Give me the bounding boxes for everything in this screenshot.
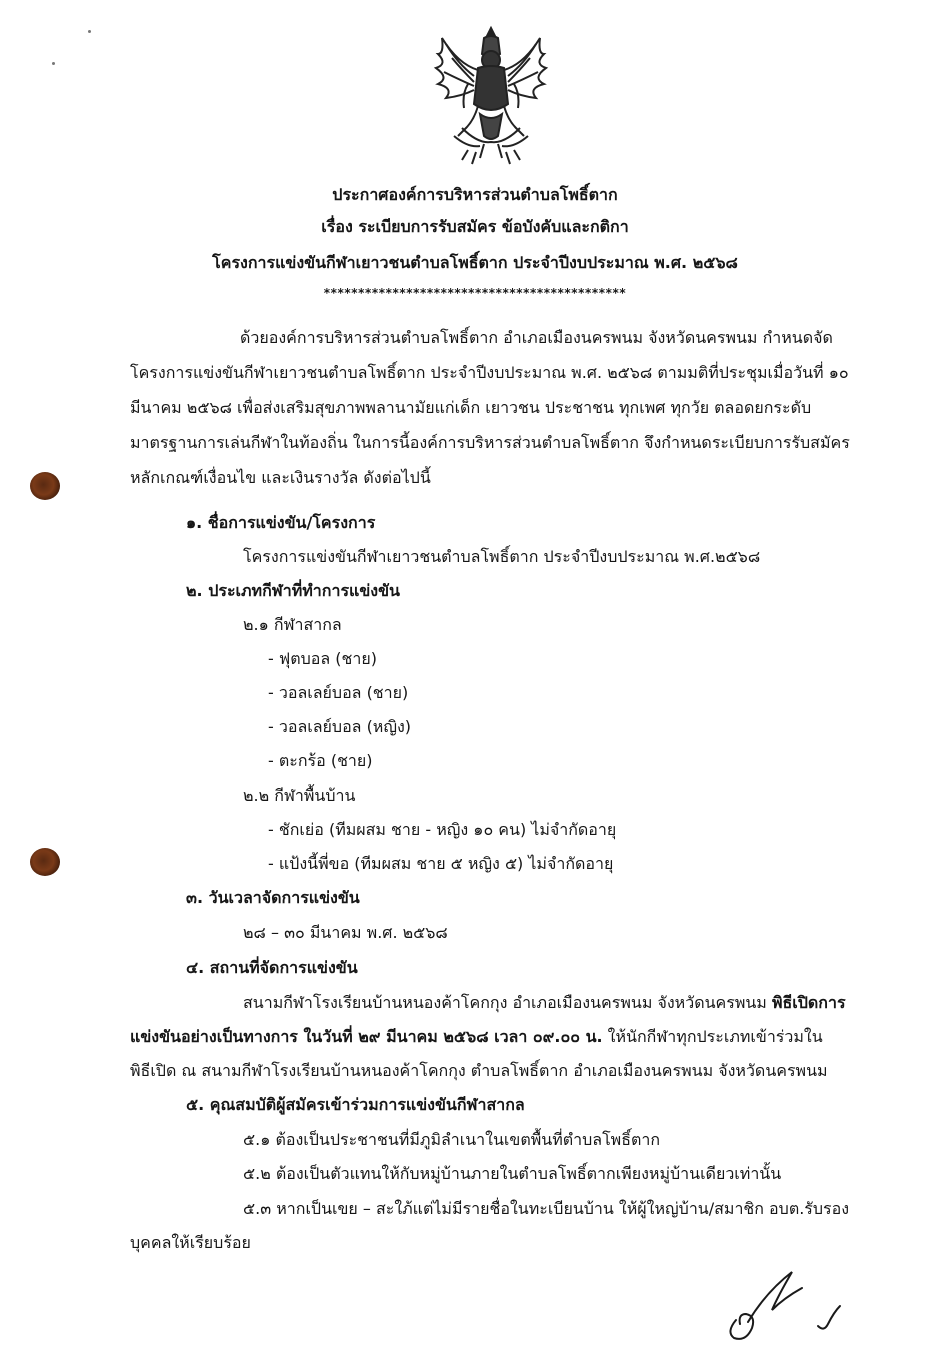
section-4-line-2 <box>130 1026 823 1048</box>
section-4-line-1 <box>243 992 846 1014</box>
opening-date-text: แข่งขันอย่างเป็นทางการ ในวันที่ ๒๙ มีนาคม ๒๕๖๘ เวลา ๐๙.๐๐ น. <box>130 1027 603 1046</box>
sport-item: - ฟุตบอล (ชาย) <box>268 649 377 668</box>
venue-text: สนามกีฬาโรงเรียนบ้านหนองค้าโคกกุง อำเภอเมืองนครพนม จังหวัดนครพนม <box>243 993 772 1012</box>
scan-speck <box>52 62 55 65</box>
sport-item: - วอลเลย์บอล (ชาย) <box>268 683 409 702</box>
intro-line-1: ด้วยองค์การบริหารส่วนตำบลโพธิ์ตาก อำเภอเมืองนครพนม จังหวัดนครพนม กำหนดจัด <box>240 328 833 347</box>
section-5-heading: ๕. คุณสมบัติผู้สมัครเข้าร่วมการแข่งขันกีฬาสากล <box>186 1095 525 1114</box>
garuda-emblem-icon <box>428 24 554 168</box>
header-separator: ******************************************** <box>323 286 627 300</box>
section-2-1-heading: ๒.๑ กีฬาสากล <box>243 615 342 634</box>
intro-line-5: หลักเกณฑ์เงื่อนไข และเงินรางวัล ดังต่อไปนี้ <box>130 468 431 487</box>
announcement-title: ประกาศองค์การบริหารส่วนตำบลโพธิ์ตาก <box>332 185 618 204</box>
intro-line-3: มีนาคม ๒๕๖๘ เพื่อส่งเสริมสุขภาพพลานามัยแก่เด็ก เยาวชน ประชาชน ทุกเพศ ทุกวัย ตลอดยกระดับ <box>130 398 812 417</box>
binder-hole-bottom <box>30 848 60 876</box>
folk-sport-item: - แป้งนี้พี่ขอ (ทีมผสม ชาย ๕ หญิง ๕) ไม่จำกัดอายุ <box>268 854 614 873</box>
binder-hole-top <box>30 472 60 500</box>
section-4-heading: ๔. สถานที่จัดการแข่งขัน <box>186 958 358 977</box>
handwritten-signature <box>718 1262 848 1342</box>
sport-item: - วอลเลย์บอล (หญิง) <box>268 717 412 736</box>
qualification-item: ๕.๓ หากเป็นเขย – สะใภ้แต่ไม่มีรายชื่อในทะเบียนบ้าน ให้ผู้ใหญ่บ้าน/สมาชิก อบต.รับรอง <box>243 1199 850 1218</box>
announcement-subject: เรื่อง ระเบียบการรับสมัคร ข้อบังคับและกติกา <box>321 217 629 236</box>
qualification-continuation: บุคคลให้เรียบร้อย <box>130 1233 251 1252</box>
section-2-2-heading: ๒.๒ กีฬาพื้นบ้าน <box>243 786 356 805</box>
section-1-heading: ๑. ชื่อการแข่งขัน/โครงการ <box>186 513 376 532</box>
announcement-project: โครงการแข่งขันกีฬาเยาวชนตำบลโพธิ์ตาก ประจำปีงบประมาณ พ.ศ. ๒๕๖๘ <box>212 253 738 272</box>
section-4-line-3: พิธีเปิด ณ สนามกีฬาโรงเรียนบ้านหนองค้าโคกกุง ตำบลโพธิ์ตาก อำเภอเมืองนครพนม จังหวัดนครพนม <box>130 1061 828 1080</box>
section-2-heading: ๒. ประเภทกีฬาที่ทำการแข่งขัน <box>186 581 400 600</box>
folk-sport-item: - ชักเย่อ (ทีมผสม ชาย - หญิง ๑๐ คน) ไม่จำกัดอายุ <box>268 820 617 839</box>
intro-line-4: มาตรฐานการเล่นกีฬาในท้องถิ่น ในการนี้องค์การบริหารส่วนตำบลโพธิ์ตาก จึงกำหนดระเบียบการรับสมัคร <box>130 433 850 452</box>
participation-text: ให้นักกีฬาทุกประเภทเข้าร่วมใน <box>602 1027 823 1046</box>
intro-line-2: โครงการแข่งขันกีฬาเยาวชนตำบลโพธิ์ตาก ประจำปีงบประมาณ พ.ศ. ๒๕๖๘ ตามมติที่ประชุมเมื่อวันที่ ๑๐ <box>130 363 849 382</box>
qualification-item: ๕.๒ ต้องเป็นตัวแทนให้กับหมู่บ้านภายในตำบลโพธิ์ตากเพียงหมู่บ้านเดียวเท่านั้น <box>243 1164 782 1183</box>
section-1-text: โครงการแข่งขันกีฬาเยาวชนตำบลโพธิ์ตาก ประจำปีงบประมาณ พ.ศ.๒๕๖๘ <box>243 547 761 566</box>
sport-item: - ตะกร้อ (ชาย) <box>268 751 373 770</box>
qualification-item: ๕.๑ ต้องเป็นประชาชนที่มีภูมิลำเนาในเขตพื้นที่ตำบลโพธิ์ตาก <box>243 1130 661 1149</box>
opening-ceremony-text: พิธีเปิดการ <box>771 993 846 1012</box>
section-3-heading: ๓. วันเวลาจัดการแข่งขัน <box>186 888 360 907</box>
section-3-text: ๒๘ – ๓๐ มีนาคม พ.ศ. ๒๕๖๘ <box>243 923 448 942</box>
scan-speck <box>88 30 91 33</box>
